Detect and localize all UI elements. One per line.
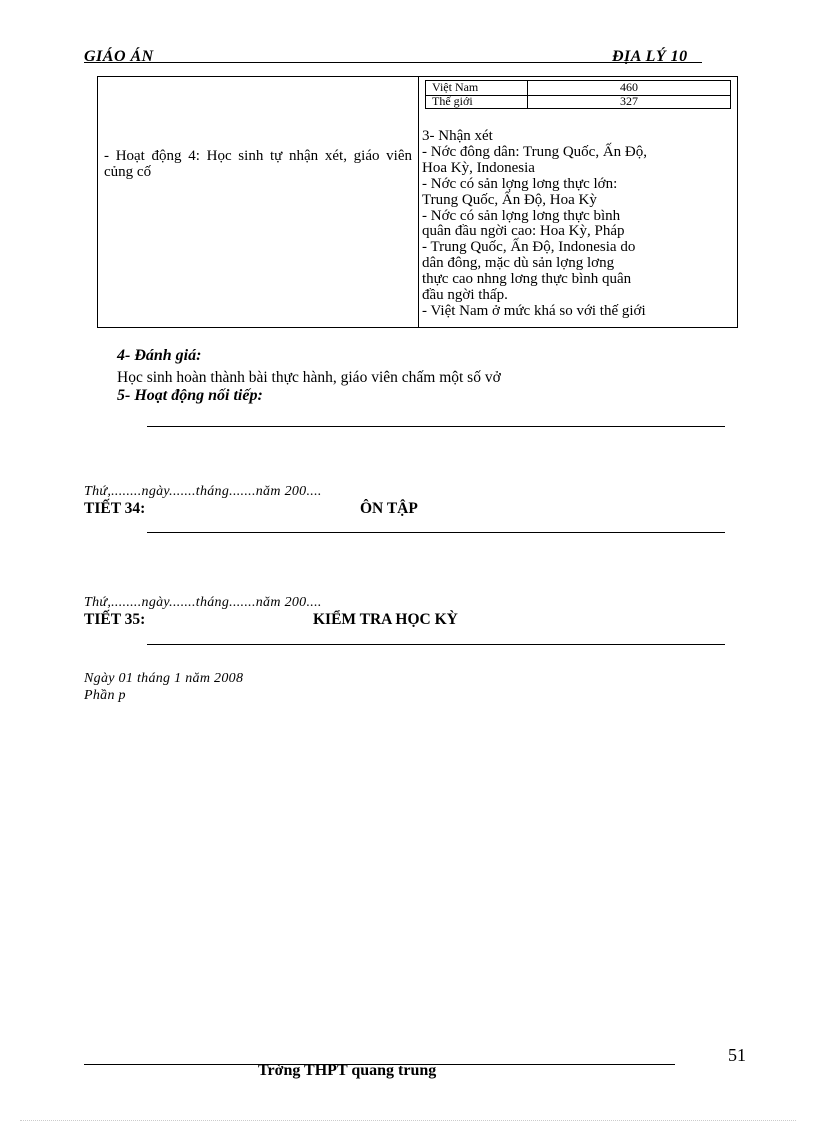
observation-line: Hoa Kỳ, Indonesia [422, 159, 535, 176]
activity-description: - Hoạt động 4: Học sinh tự nhận xét, giáo viên củng cố [104, 148, 412, 180]
observation-line: dân đông, mặc dù sản lợng lơng [422, 255, 615, 272]
observation-line: - Nớc đông dân: Trung Quốc, Ấn Độ, [422, 143, 648, 160]
lesson-35-date: Thứ,........ngày.......tháng.......năm 200.... [84, 595, 322, 610]
observation-line: - Trung Quốc, Ấn Độ, Indonesia do [422, 239, 636, 256]
section-4-text: Học sinh hoàn thành bài thực hành, giáo viên chấm một số vở [117, 369, 501, 386]
observations-heading: 3- Nhận xét [422, 128, 493, 144]
table-row [426, 95, 730, 109]
observation-line: Trung Quốc, Ấn Độ, Hoa Kỳ [422, 191, 597, 208]
observations [422, 129, 733, 320]
lesson-34-label: TIẾT 34: [84, 500, 146, 517]
header-left-title: GIÁO ÁN [84, 48, 154, 65]
lesson-35-label: TIẾT 35: [84, 611, 146, 628]
country-value: 460 [620, 80, 638, 94]
bottom-dotted-rule [20, 1120, 796, 1121]
page-number: 51 [728, 1045, 746, 1065]
lesson-34-date: Thứ,........ngày.......tháng.......năm 200.... [84, 484, 322, 499]
lesson-35-rule [147, 644, 725, 645]
observation-line: - Nớc có sản lợng lơng thực lớn: [422, 175, 618, 192]
section-5-title: 5- Hoạt động nối tiếp: [117, 387, 263, 404]
observation-line: - Nớc có sản lợng lơng thực bình [422, 207, 621, 224]
grain-per-capita-table [425, 80, 731, 109]
section-5-rule [147, 426, 725, 427]
header-rule [84, 62, 702, 63]
lesson-34-title: ÔN TẬP [360, 500, 418, 517]
observation-line: - Việt Nam ở mức khá so với thế giới [422, 302, 646, 319]
lesson-34-rule [147, 532, 725, 533]
observation-line: đầu ngời thấp. [422, 287, 508, 304]
observation-line: thực cao nhng lơng thực bình quân [422, 271, 632, 288]
signature-line: Phần p [84, 688, 126, 703]
section-4-title: 4- Đánh giá: [117, 347, 202, 364]
activity-table [97, 76, 738, 328]
header-right-title: ĐỊA LÝ 10 [612, 48, 688, 65]
country-name: Thế giới [432, 94, 473, 108]
signature-date: Ngày 01 tháng 1 năm 2008 [84, 671, 244, 686]
table-column-divider [418, 77, 419, 327]
country-name: Việt Nam [432, 80, 479, 94]
observation-line: quân đầu ngời cao: Hoa Kỳ, Pháp [422, 223, 625, 240]
lesson-35-title: KIỂM TRA HỌC KỲ [313, 611, 458, 628]
footer-school: Trờng THPT quang trung [258, 1062, 437, 1079]
country-value: 327 [620, 94, 638, 108]
